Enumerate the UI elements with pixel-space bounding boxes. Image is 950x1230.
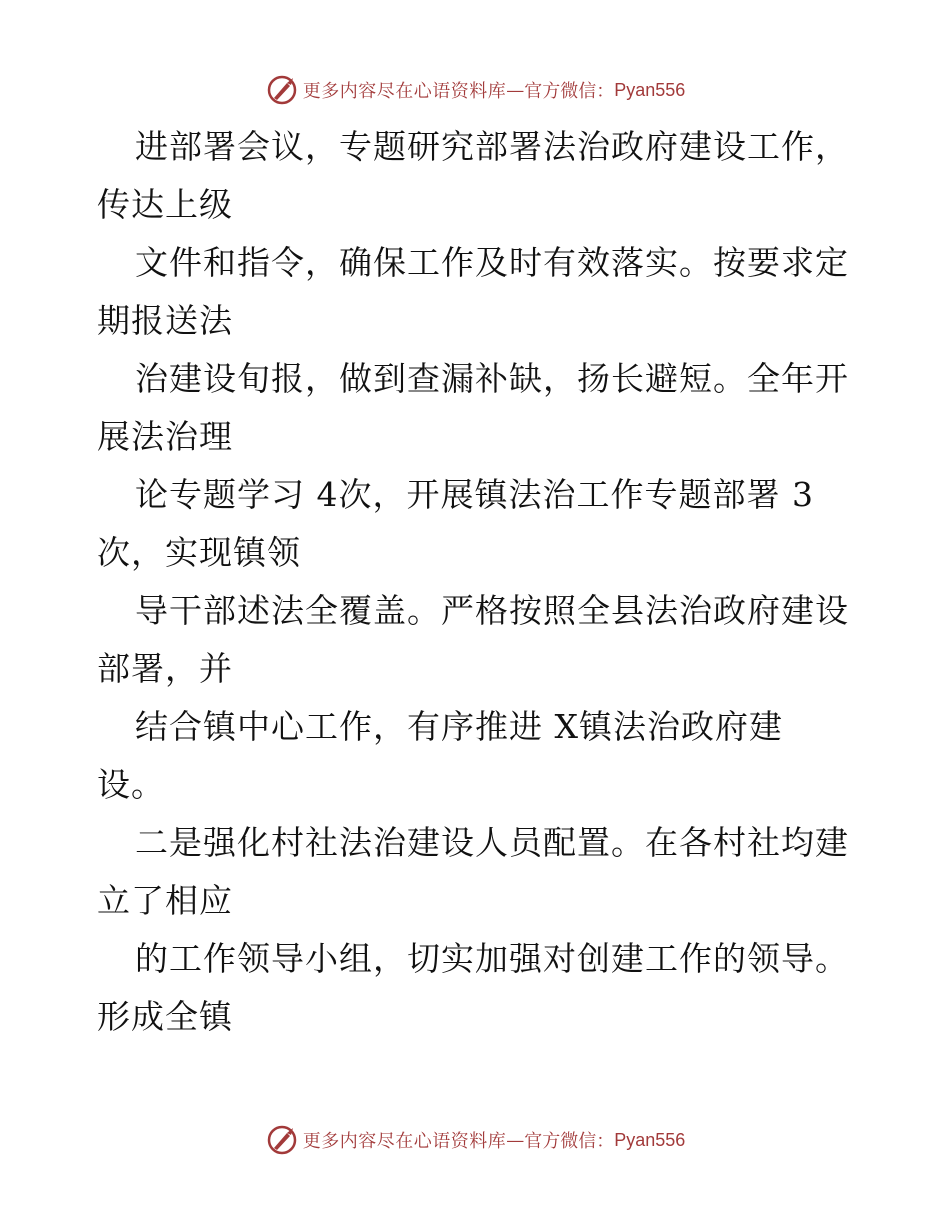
text-line: 结合镇中心工作，有序推进 X镇法治政府建 <box>135 707 783 746</box>
text-line: 论专题学习 4次，开展镇法治工作专题部署 3 <box>135 475 814 514</box>
banner-wechat-label: 官方微信： <box>524 1131 615 1152</box>
document-body <box>97 118 857 1046</box>
text-line: 展法治理 <box>97 417 233 456</box>
text-line: 形成全镇 <box>97 997 233 1036</box>
banner-wechat-label: 官方微信： <box>524 81 615 102</box>
text-line: 进部署会议，专题研究部署法治政府建设工作， <box>135 127 849 166</box>
text-line: 治建设旬报，做到查漏补缺，扬长避短。全年开 <box>135 359 849 398</box>
text-line: 部署，并 <box>97 649 233 688</box>
text-line: 传达上级 <box>97 185 233 224</box>
text-line: 文件和指令，确保工作及时有效落实。按要求定 <box>135 243 849 282</box>
text-line: 期报送法 <box>97 301 233 340</box>
text-line: 导干部述法全覆盖。严格按照全县法治政府建设 <box>135 591 849 630</box>
quill-logo-icon <box>265 1123 299 1157</box>
banner-separator: — <box>506 1129 525 1151</box>
banner-wechat-id: Pyan556 <box>614 1129 686 1150</box>
text-line: 二是强化村社法治建设人员配置。在各村社均建 <box>135 823 849 862</box>
banner-site-text: 更多内容尽在心语资料库 <box>302 1131 507 1152</box>
text-line: 设。 <box>97 765 165 804</box>
text-line: 立了相应 <box>97 881 233 920</box>
footer-watermark-banner <box>0 1120 950 1160</box>
quill-logo-icon <box>265 73 299 107</box>
header-watermark-banner <box>0 70 950 110</box>
text-line: 次，实现镇领 <box>97 533 301 572</box>
banner-wechat-id: Pyan556 <box>614 79 686 100</box>
text-line: 的工作领导小组，切实加强对创建工作的领导。 <box>135 939 849 978</box>
banner-site-text: 更多内容尽在心语资料库 <box>302 81 507 102</box>
banner-separator: — <box>506 79 525 101</box>
